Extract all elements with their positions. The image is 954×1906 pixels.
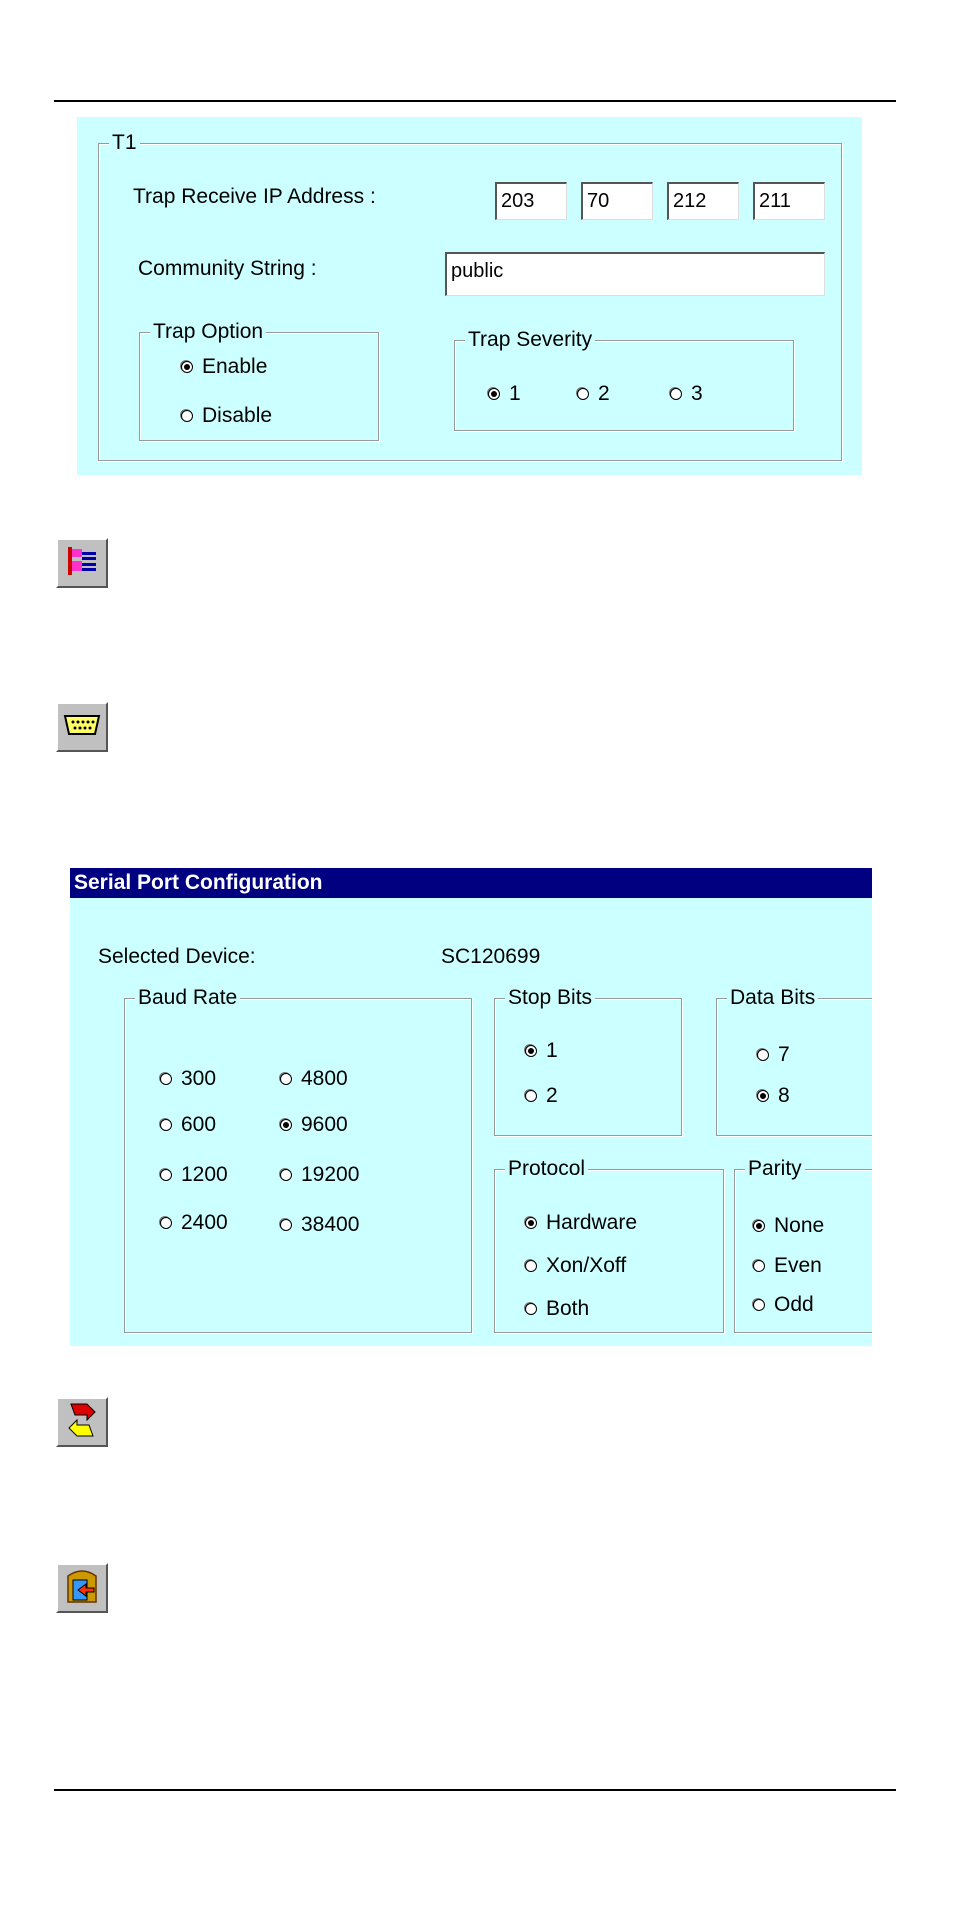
selected-device-value: SC120699 xyxy=(441,945,541,968)
serial-port-icon xyxy=(63,710,101,745)
parity-even-radio[interactable] xyxy=(753,1254,822,1278)
radio-label: 2 xyxy=(598,382,610,405)
radio-label: 19200 xyxy=(301,1163,360,1186)
ip-octet-2[interactable]: 70 xyxy=(581,182,653,220)
radio-label: Odd xyxy=(774,1293,814,1316)
radio-label: Even xyxy=(774,1254,822,1277)
trap-severity-2-radio[interactable] xyxy=(577,382,610,406)
bottom-rule xyxy=(54,1789,896,1791)
trap-option-enable-radio[interactable] xyxy=(181,355,267,379)
radio-label: Both xyxy=(546,1297,590,1320)
trap-severity-3-radio[interactable] xyxy=(670,382,703,406)
trap-option-title: Trap Option xyxy=(150,320,266,344)
baud-1200-radio[interactable] xyxy=(160,1163,228,1187)
radio-indicator xyxy=(753,1299,765,1311)
radio-indicator xyxy=(577,388,589,400)
protocol-both-radio[interactable] xyxy=(525,1297,589,1321)
radio-label: 7 xyxy=(778,1043,790,1066)
radio-indicator xyxy=(280,1169,292,1181)
radio-indicator xyxy=(670,388,682,400)
ip-octet-4[interactable]: 211 xyxy=(753,182,825,220)
radio-label: 1 xyxy=(546,1039,558,1062)
radio-label: None xyxy=(774,1214,825,1237)
radio-indicator xyxy=(181,361,193,373)
trap-config-panel xyxy=(77,117,862,475)
trap-ip-label: Trap Receive IP Address : xyxy=(133,185,376,208)
parity-title: Parity xyxy=(745,1157,805,1181)
radio-indicator xyxy=(160,1217,172,1229)
selected-device-label: Selected Device: xyxy=(98,945,256,968)
baud-300-radio[interactable] xyxy=(160,1067,216,1091)
radio-indicator xyxy=(280,1219,292,1231)
radio-label: 8 xyxy=(778,1084,790,1107)
protocol-title: Protocol xyxy=(505,1157,588,1181)
radio-indicator xyxy=(753,1260,765,1272)
radio-label: Disable xyxy=(202,404,273,427)
radio-indicator xyxy=(753,1220,765,1232)
radio-indicator xyxy=(160,1119,172,1131)
serial-port-panel xyxy=(70,868,872,1346)
data-bits-8-radio[interactable] xyxy=(757,1084,790,1108)
protocol-group xyxy=(494,1157,724,1333)
radio-indicator xyxy=(280,1073,292,1085)
radio-indicator xyxy=(525,1217,537,1229)
serial-port-titlebar: Serial Port Configuration xyxy=(70,868,872,898)
protocol-xonxoff-radio[interactable] xyxy=(525,1254,626,1278)
stop-bits-group xyxy=(494,986,682,1136)
trap-option-disable-radio[interactable] xyxy=(181,404,272,428)
radio-indicator xyxy=(181,410,193,422)
radio-label: Hardware xyxy=(546,1211,638,1234)
trap-config-icon xyxy=(64,543,100,584)
exit-icon xyxy=(64,1568,100,1609)
top-rule xyxy=(54,100,896,102)
protocol-hardware-radio[interactable] xyxy=(525,1211,637,1235)
radio-indicator xyxy=(488,388,500,400)
radio-indicator xyxy=(525,1303,537,1315)
parity-none-radio[interactable] xyxy=(753,1214,824,1238)
baud-2400-radio[interactable] xyxy=(160,1211,228,1235)
stop-bits-title: Stop Bits xyxy=(505,986,595,1010)
data-bits-7-radio[interactable] xyxy=(757,1043,790,1067)
radio-indicator xyxy=(160,1169,172,1181)
radio-indicator xyxy=(757,1049,769,1061)
stop-bits-2-radio[interactable] xyxy=(525,1084,558,1108)
radio-label: 3 xyxy=(691,382,703,405)
refresh-button[interactable] xyxy=(56,1397,108,1447)
baud-9600-radio[interactable] xyxy=(280,1113,348,1137)
radio-label: 1 xyxy=(509,382,521,405)
stop-bits-1-radio[interactable] xyxy=(525,1039,558,1063)
community-string-input[interactable]: public xyxy=(445,252,825,296)
t1-group-title: T1 xyxy=(109,131,140,155)
ip-octet-3[interactable]: 212 xyxy=(667,182,739,220)
baud-38400-radio[interactable] xyxy=(280,1213,359,1237)
trap-severity-group xyxy=(454,328,794,431)
data-bits-group xyxy=(716,986,888,1136)
baud-rate-title: Baud Rate xyxy=(135,986,240,1010)
radio-indicator xyxy=(525,1260,537,1272)
radio-indicator xyxy=(757,1090,769,1102)
radio-label: 4800 xyxy=(301,1067,348,1090)
baud-600-radio[interactable] xyxy=(160,1113,216,1137)
serial-panel-clip xyxy=(872,860,954,1360)
radio-indicator xyxy=(160,1073,172,1085)
baud-4800-radio[interactable] xyxy=(280,1067,348,1091)
trap-severity-title: Trap Severity xyxy=(465,328,595,352)
radio-label: 300 xyxy=(181,1067,217,1090)
ip-octet-1[interactable]: 203 xyxy=(495,182,567,220)
radio-label: 2400 xyxy=(181,1211,228,1234)
parity-odd-radio[interactable] xyxy=(753,1293,814,1317)
trap-config-button[interactable] xyxy=(56,538,108,588)
radio-indicator xyxy=(525,1090,537,1102)
community-string-label: Community String : xyxy=(138,257,317,280)
radio-label: Xon/Xoff xyxy=(546,1254,627,1277)
radio-label: 600 xyxy=(181,1113,217,1136)
serial-port-button[interactable] xyxy=(56,702,108,752)
radio-label: Enable xyxy=(202,355,268,378)
radio-label: 1200 xyxy=(181,1163,228,1186)
trap-severity-1-radio[interactable] xyxy=(488,382,521,406)
radio-indicator xyxy=(525,1045,537,1057)
radio-label: 2 xyxy=(546,1084,558,1107)
data-bits-title: Data Bits xyxy=(727,986,818,1010)
refresh-icon xyxy=(65,1400,99,1445)
baud-rate-group xyxy=(124,986,472,1333)
trap-option-group xyxy=(139,320,379,441)
radio-label: 9600 xyxy=(301,1113,348,1136)
baud-19200-radio[interactable] xyxy=(280,1163,359,1187)
radio-label: 38400 xyxy=(301,1213,360,1236)
radio-indicator xyxy=(280,1119,292,1131)
exit-button[interactable] xyxy=(56,1563,108,1613)
t1-group xyxy=(98,131,842,461)
